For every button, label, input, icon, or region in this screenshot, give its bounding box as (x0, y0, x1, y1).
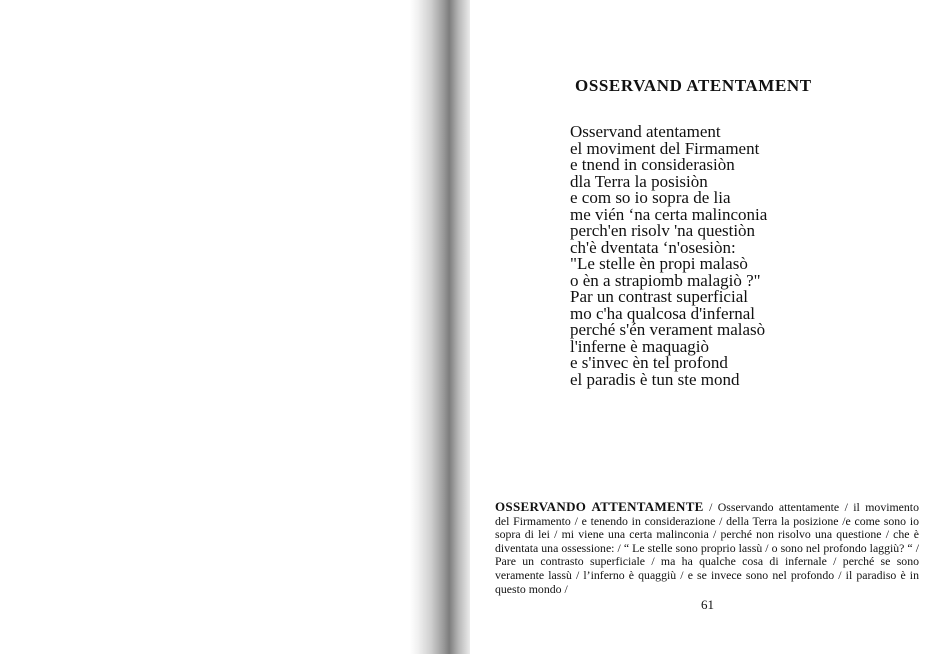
poem-line: e tnend in considerasiòn (570, 155, 735, 174)
poem-line: me vién ‘na certa malinconia (570, 204, 768, 224)
page-number: 61 (701, 597, 714, 612)
poem-line: l'inferne è maquagiò (570, 336, 710, 356)
italian-translation (495, 500, 919, 596)
translation-text: / Osservando attentamente / il movimento del Firmamento / e tenendo in considerazione / della Terra la posizione /e come sono io sopra di lei / mi viene una certa malinconia / perché non risolvo una questione / che è diventata una ossessione: / “ Le stelle sono proprio lassù / o sono nel profondo laggiù? “ / Pare un contrasto superficiale / ma ha qualche cosa di infernale / perché se sono veramente lassù / l’inferno è quaggiù / e se invece sono nel profondo / il paradiso è in questo mondo / (495, 500, 919, 596)
poem-line: mo c'ha qualcosa d'infernal (570, 303, 756, 323)
poem-line: e com so io sopra de lia (570, 188, 731, 207)
poem-title: OSSERVAND ATENTAMENT (575, 76, 812, 95)
poem-line: el paradis è tun ste mond (570, 369, 740, 389)
poem-line: perch'en risolv 'na questiòn (570, 221, 756, 240)
poem-line: o èn a strapiomb malagiò ?" (570, 270, 761, 290)
left-page-blank (0, 0, 420, 654)
poem-line: el moviment del Firmament (570, 138, 760, 158)
poem-line: e s'invec èn tel profond (570, 353, 728, 372)
right-page (470, 0, 945, 654)
poem-line: Osservand atentament (570, 122, 721, 141)
poem-line: ch'è dventata ‘n'osesiòn: (570, 237, 736, 257)
poem-line: "Le stelle èn propi malasò (570, 254, 748, 273)
translation-title: OSSERVANDO ATTENTAMENTE (495, 499, 704, 514)
poem-line: perché s'én verament malasò (570, 320, 766, 339)
poem-line: dla Terra la posisiòn (570, 171, 708, 191)
poem-line: Par un contrast superficial (570, 287, 748, 306)
poem-body (570, 124, 767, 388)
